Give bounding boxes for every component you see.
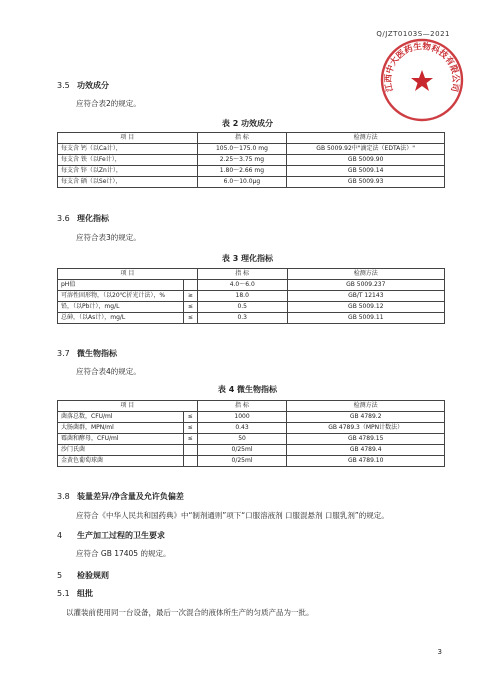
table-cell: GB 4789.2	[287, 412, 445, 423]
table-cell: 沙门氏菌	[58, 445, 184, 456]
table-row	[58, 434, 445, 445]
table-cell: GB 5009.93	[287, 177, 445, 188]
table-row	[58, 423, 445, 434]
table-cell: GB 5009.11	[287, 313, 444, 324]
table-cell: GB 5009.92中"滴定法（EDTA法）"	[287, 144, 445, 155]
table-3-physicochemical	[57, 268, 445, 324]
page-number: 3	[437, 648, 442, 656]
svg-text:江西中大医药生物科技有限公司: 江西中大医药生物科技有限公司	[383, 41, 461, 93]
table-row	[58, 313, 445, 324]
table-cell	[183, 456, 197, 467]
table-row	[58, 412, 445, 423]
section-3-7-heading: 3.7 微生物指标	[57, 349, 117, 358]
table-cell: ≤	[183, 423, 197, 434]
table-cell: ≤	[183, 412, 197, 423]
table-row	[58, 280, 445, 291]
table-cell: 18.0	[197, 291, 287, 302]
table-cell: 霉菌和酵母，CFU/ml	[58, 434, 184, 445]
table-row	[58, 302, 445, 313]
table-cell: GB 4789.4	[287, 445, 445, 456]
table-cell: 0.43	[197, 423, 287, 434]
table-4-caption: 表 4 微生物指标	[217, 385, 278, 394]
section-3-8-text: 应符合《中华人民共和国药典》中“制剂通则”项下“口服溶液剂 口服混悬剂 口服乳剂”的规定。	[76, 511, 389, 520]
table-cell: GB 4789.3（MPN计数法）	[287, 423, 445, 434]
table-cell: 每支含 硒（以Se计），	[58, 177, 198, 188]
table-header-cell: 检测方法	[287, 133, 445, 144]
table-cell: 105.0～175.0 mg	[197, 144, 287, 155]
table-header-row	[58, 133, 445, 144]
section-3-6-text: 应符合表3的规定。	[76, 233, 141, 242]
table-2-efficacy	[57, 132, 445, 188]
table-cell: 铅，（以Pb计），mg/L	[58, 302, 184, 313]
section-4-text: 应符合 GB 17405 的规定。	[76, 549, 171, 558]
section-5-heading: 5 检验规则	[57, 571, 109, 580]
table-cell: GB 5009.14	[287, 166, 445, 177]
table-cell: ≥	[183, 291, 197, 302]
table-header-cell: 指 标	[197, 269, 287, 280]
table-cell: 2.25～3.75 mg	[197, 155, 287, 166]
table-header-cell: 检测方法	[287, 401, 445, 412]
table-cell: GB 5009.237	[287, 280, 444, 291]
table-header-row	[58, 401, 445, 412]
table-cell: GB 5009.90	[287, 155, 445, 166]
section-3-6-heading: 3.6 理化指标	[57, 214, 109, 223]
table-cell: ≤	[183, 313, 197, 324]
table-header-cell: 项 目	[58, 133, 198, 144]
table-row	[58, 445, 445, 456]
table-row	[58, 155, 445, 166]
table-cell: ≤	[183, 302, 197, 313]
table-row	[58, 144, 445, 155]
table-cell: GB/T 12143	[287, 291, 444, 302]
table-cell: 6.0～10.0μg	[197, 177, 287, 188]
table-cell: 菌落总数，CFU/ml	[58, 412, 184, 423]
table-header-row	[58, 269, 445, 280]
table-row	[58, 177, 445, 188]
table-cell: 0.5	[197, 302, 287, 313]
table-cell: 4.0～6.0	[197, 280, 287, 291]
table-cell: 50	[197, 434, 287, 445]
table-cell: 0/25ml	[197, 456, 287, 467]
document-code: Q/JZT0103S—2021	[376, 30, 450, 38]
table-cell: 可溶性固形物，（以20℃折光计法），%	[58, 291, 184, 302]
table-header-cell: 指 标	[197, 133, 287, 144]
table-row	[58, 291, 445, 302]
table-cell: GB 4789.10	[287, 456, 445, 467]
table-header-cell: 项 目	[58, 401, 198, 412]
table-cell: 金黄色葡萄球菌	[58, 456, 184, 467]
section-4-heading: 4 生产加工过程的卫生要求	[57, 531, 165, 540]
table-cell: 大肠菌群，MPN/ml	[58, 423, 184, 434]
table-cell: 1.80～2.66 mg	[197, 166, 287, 177]
table-header-cell: 检测方法	[287, 269, 444, 280]
section-3-5-text: 应符合表2的规定。	[76, 99, 141, 108]
table-cell: 0/25ml	[197, 445, 287, 456]
table-cell	[183, 280, 197, 291]
table-cell: ≤	[183, 434, 197, 445]
table-2-caption: 表 2 功效成分	[221, 119, 274, 128]
table-header-cell: 指 标	[197, 401, 287, 412]
table-cell: 总砷，（以As计），mg/L	[58, 313, 184, 324]
company-seal-stamp	[378, 36, 466, 124]
table-row	[58, 166, 445, 177]
table-cell: 每支含 锌（以Zn计），	[58, 166, 198, 177]
table-cell: 1000	[197, 412, 287, 423]
section-5-1-text: 以灌装前使用同一台设备，最后一次混合的液体所生产的匀质产品为一批。	[66, 608, 314, 617]
table-cell: 每支含 钙（以Ca计），	[58, 144, 198, 155]
table-cell: GB 4789.15	[287, 434, 445, 445]
table-cell: 每支含 铁（以Fe计），	[58, 155, 198, 166]
section-3-7-text: 应符合表4的规定。	[76, 367, 141, 376]
table-cell: pH值	[58, 280, 184, 291]
table-cell: 0.3	[197, 313, 287, 324]
section-3-8-heading: 3.8 装量差异/净含量及允许负偏差	[57, 492, 184, 501]
section-3-5-heading: 3.5 功效成分	[57, 81, 109, 90]
section-5-1-heading: 5.1 组批	[57, 589, 93, 598]
table-4-microbiological	[57, 400, 445, 467]
table-row	[58, 456, 445, 467]
table-cell	[183, 445, 197, 456]
table-header-cell: 项 目	[58, 269, 198, 280]
table-3-caption: 表 3 理化指标	[221, 254, 274, 263]
table-cell: GB 5009.12	[287, 302, 444, 313]
